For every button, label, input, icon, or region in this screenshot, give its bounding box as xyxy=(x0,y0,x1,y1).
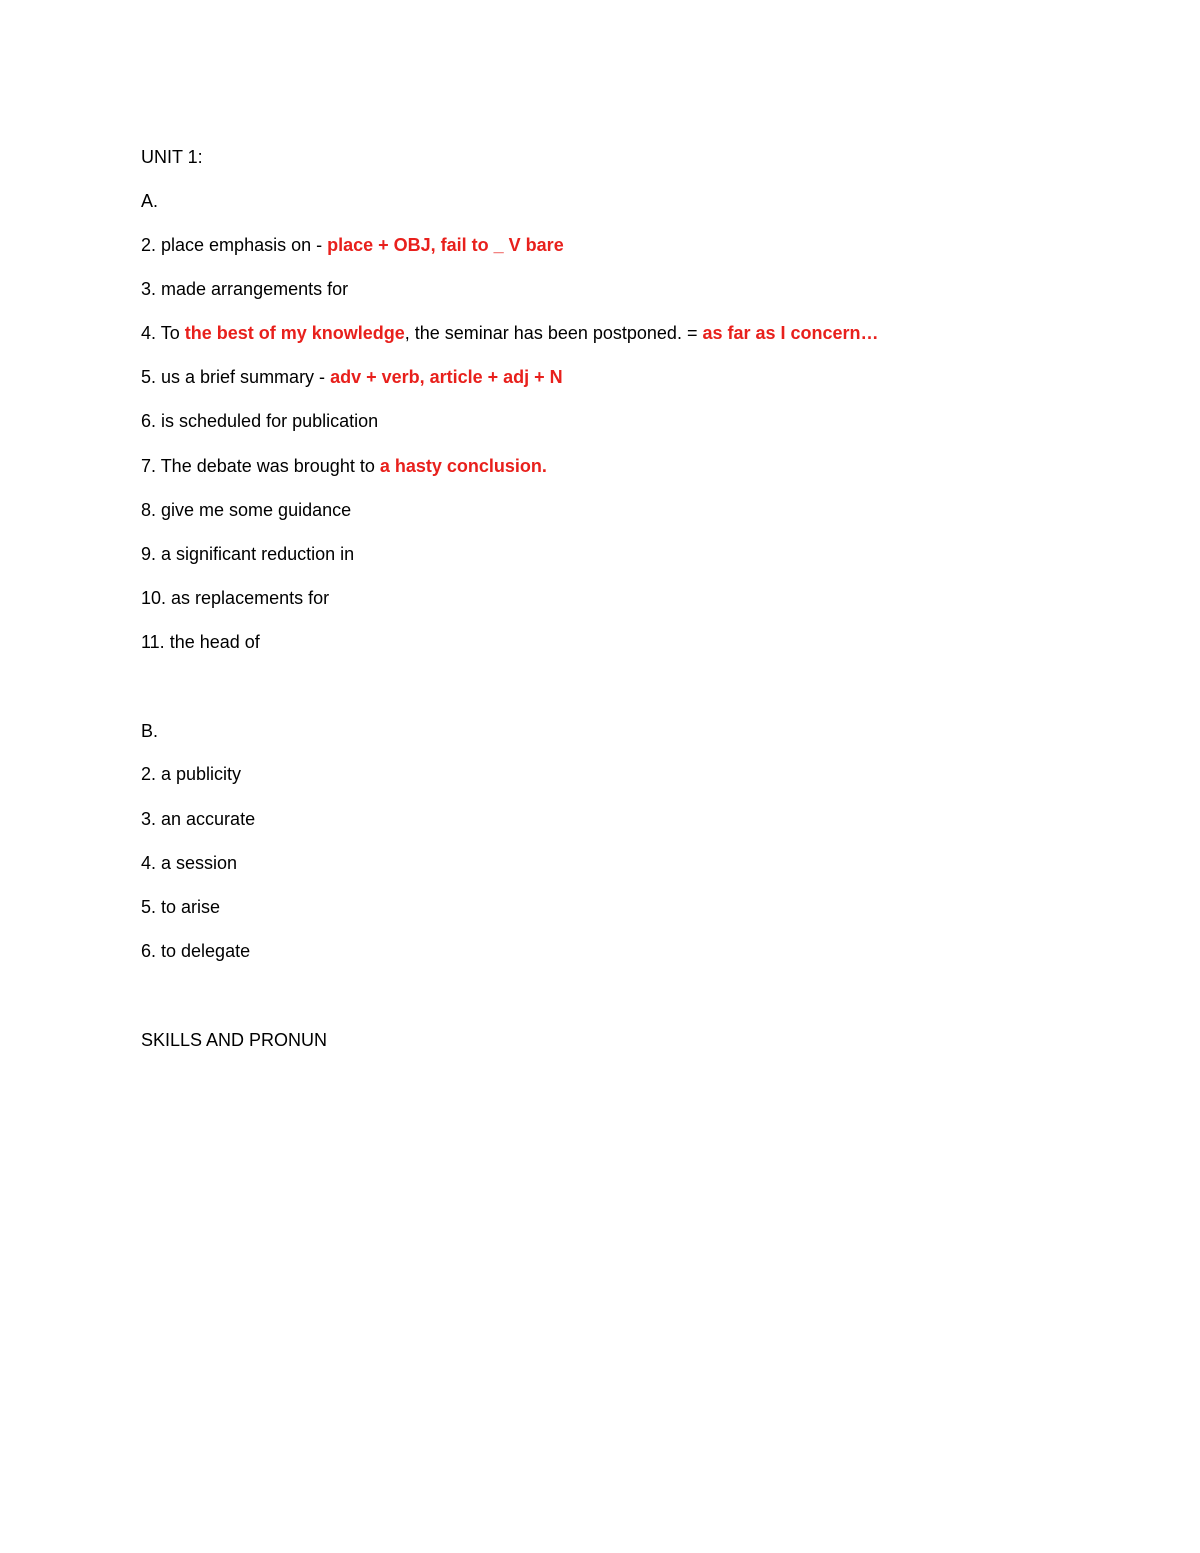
item-number: 7. xyxy=(141,456,157,476)
list-item xyxy=(141,454,547,478)
item-number: 3. xyxy=(141,279,157,299)
item-highlight: the best of my knowledge xyxy=(184,323,405,343)
item-number: 10. xyxy=(141,588,167,608)
footer-heading: SKILLS AND PRONUN xyxy=(141,1030,328,1050)
item-number: 4. xyxy=(141,853,157,873)
list-item xyxy=(141,409,378,433)
list-item xyxy=(141,498,351,522)
item-number: 4. xyxy=(141,323,157,343)
item-text: us a brief summary - xyxy=(156,367,331,387)
item-text-pre: To xyxy=(156,323,185,343)
item-text: made arrangements for xyxy=(156,279,349,299)
section-a-label: A. xyxy=(141,191,159,211)
item-number: 9. xyxy=(141,544,157,564)
item-text: an accurate xyxy=(156,809,256,829)
list-item xyxy=(141,365,563,389)
list-item xyxy=(141,895,220,919)
item-text: give me some guidance xyxy=(156,500,352,520)
item-text: place emphasis on - xyxy=(156,235,328,255)
list-item xyxy=(141,939,250,963)
item-number: 8. xyxy=(141,500,157,520)
item-text: a significant reduction in xyxy=(156,544,355,564)
item-number: 6. xyxy=(141,941,157,961)
item-annotation: a hasty conclusion. xyxy=(379,456,547,476)
item-number: 6. xyxy=(141,411,157,431)
item-text: The debate was brought to xyxy=(156,456,380,476)
item-text: to delegate xyxy=(156,941,251,961)
item-text: a publicity xyxy=(156,764,242,784)
item-number: 2. xyxy=(141,235,157,255)
list-item xyxy=(141,586,329,610)
item-number: 3. xyxy=(141,809,157,829)
item-annotation: adv + verb, article + adj + N xyxy=(330,367,563,387)
list-item xyxy=(141,807,255,831)
unit-heading: UNIT 1: xyxy=(141,147,203,167)
item-text: as replacements for xyxy=(166,588,330,608)
item-text-post: , the seminar has been postponed. = xyxy=(404,323,703,343)
item-number: 5. xyxy=(141,897,157,917)
item-text: a session xyxy=(156,853,238,873)
item-number: 11. xyxy=(141,632,165,652)
list-item xyxy=(141,630,260,654)
item-text: to arise xyxy=(156,897,221,917)
list-item xyxy=(141,277,348,301)
list-item xyxy=(141,762,241,786)
item-text: the head of xyxy=(164,632,260,652)
item-annotation: as far as I concern… xyxy=(702,323,879,343)
section-b-label: B. xyxy=(141,721,159,741)
item-number: 2. xyxy=(141,764,157,784)
list-item xyxy=(141,851,237,875)
item-text: is scheduled for publication xyxy=(156,411,379,431)
list-item xyxy=(141,321,879,345)
list-item xyxy=(141,542,354,566)
item-number: 5. xyxy=(141,367,157,387)
item-annotation: place + OBJ, fail to _ V bare xyxy=(327,235,564,255)
list-item xyxy=(141,233,564,257)
